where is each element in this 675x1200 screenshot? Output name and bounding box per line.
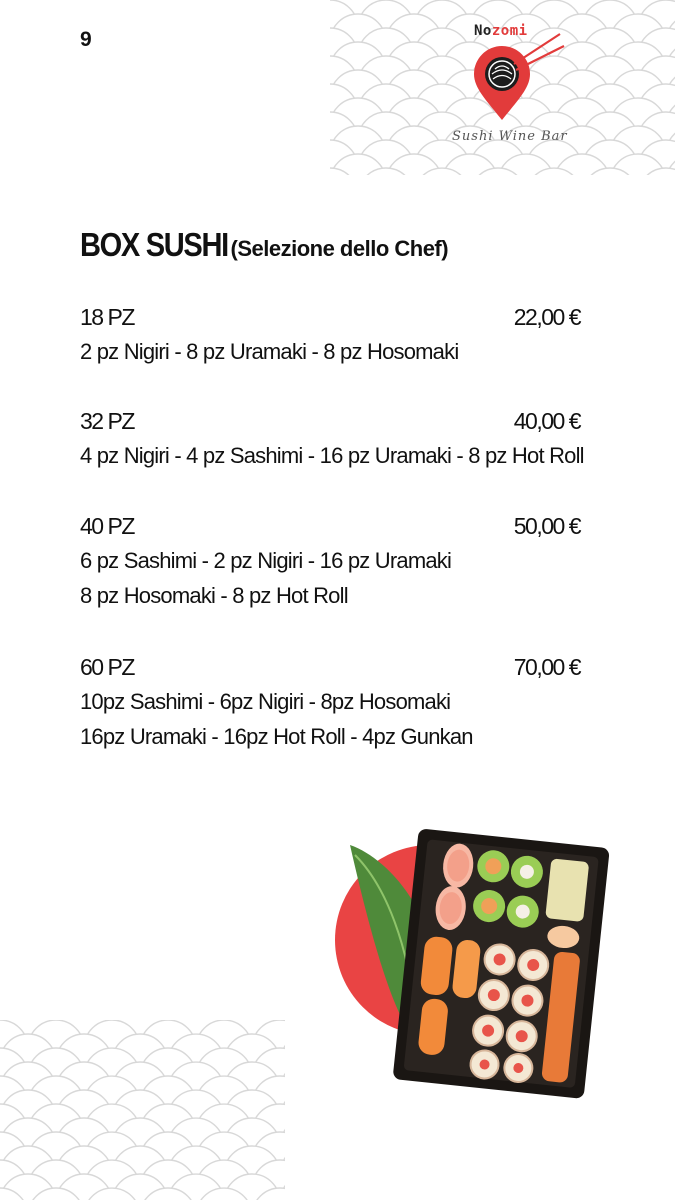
item-description: 8 pz Hosomaki - 8 pz Hot Roll <box>80 583 348 608</box>
item-quantity: 32 PZ <box>80 408 134 434</box>
menu-item <box>80 408 584 473</box>
sushi-box-photo <box>335 825 635 1105</box>
item-price: 22,00 € <box>513 304 580 330</box>
item-price: 40,00 € <box>513 408 580 434</box>
item-description: 10pz Sashimi - 6pz Nigiri - 8pz Hosomaki <box>80 689 451 714</box>
item-price: 50,00 € <box>513 513 580 539</box>
sushi-pin-icon <box>466 30 566 130</box>
wave-pattern-bottom <box>0 1020 285 1200</box>
item-description: 6 pz Sashimi - 2 pz Nigiri - 16 pz Uramaki <box>80 548 452 573</box>
item-quantity: 18 PZ <box>80 304 134 330</box>
logo-name: Nozomi <box>474 23 528 39</box>
menu-item <box>80 513 580 613</box>
logo-tagline: Sushi Wine Bar <box>452 129 568 144</box>
menu-title-main: BOX SUSHI <box>80 226 228 263</box>
page-number: 9 <box>80 28 92 51</box>
item-quantity: 60 PZ <box>80 654 134 680</box>
menu-title-sub: (Selezione dello Chef) <box>230 236 449 261</box>
logo <box>440 14 575 154</box>
menu-title <box>80 226 448 264</box>
item-description: 16pz Uramaki - 16pz Hot Roll - 4pz Gunkan <box>80 724 473 749</box>
item-description: 4 pz Nigiri - 4 pz Sashimi - 16 pz Uramaki - 8 pz Hot Roll <box>80 443 584 468</box>
item-description: 2 pz Nigiri - 8 pz Uramaki - 8 pz Hosomaki <box>80 339 459 364</box>
menu-item <box>80 304 580 369</box>
menu-item <box>80 654 580 754</box>
item-price: 70,00 € <box>513 654 580 680</box>
item-quantity: 40 PZ <box>80 513 134 539</box>
